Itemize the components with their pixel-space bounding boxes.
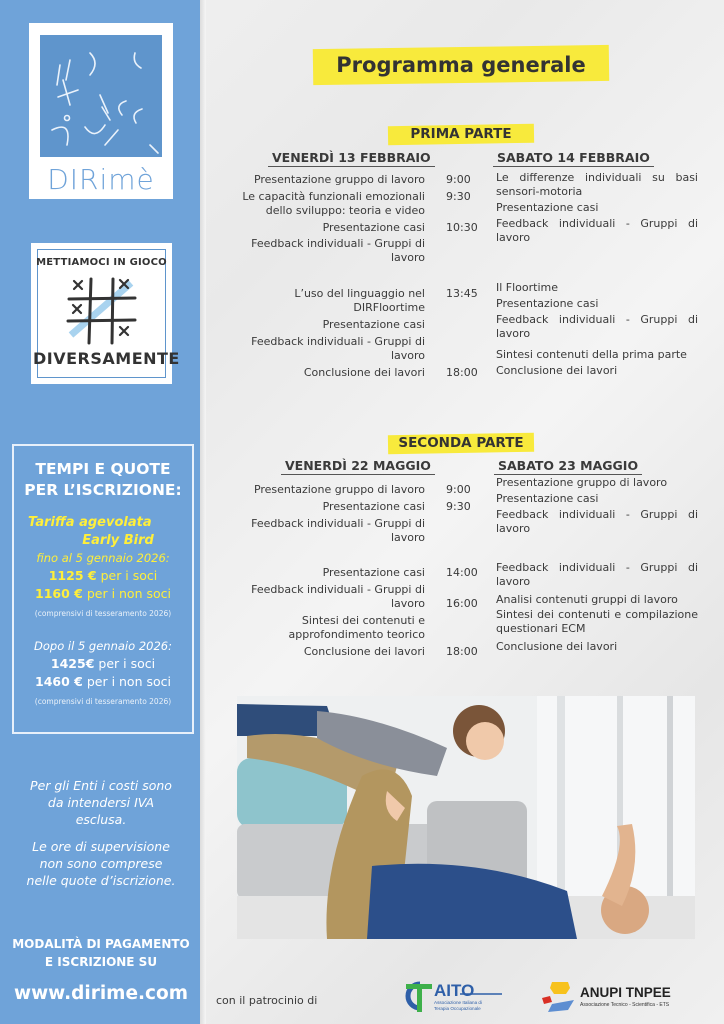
schedule-time: 10:30 (446, 221, 478, 234)
schedule-item: Feedback individuali - Gruppi di lavoro (496, 217, 698, 244)
early-deadline: fino al 5 gennaio 2026: (36, 551, 170, 565)
schedule-item: Presentazione casi (496, 492, 599, 505)
pricing-title (14, 459, 192, 501)
price-label: per i soci (100, 568, 158, 583)
anupi-sub: Associazione Tecnico - Scientifica - ETS (580, 1002, 670, 1008)
price-amount: 1460 € (35, 674, 83, 689)
schedule-item: Presentazione gruppo di lavoro (496, 476, 668, 489)
payment-line1: MODALITÀ DI PAGAMENTO (12, 937, 190, 951)
aito-sub1: Associazione Italiana di (434, 1000, 483, 1005)
schedule-time: 18:00 (446, 366, 478, 379)
note-ore (0, 838, 202, 889)
day-heading-venerdi-22: VENERDÌ 22 MAGGIO (281, 458, 435, 475)
schedule-item: Sintesi dei contenuti e compilazione questionari ECM (496, 608, 698, 635)
schedule-item: Presentazione casi (496, 201, 599, 214)
price-label: per i soci (98, 656, 156, 671)
schedule-item: Feedback individuali - Gruppi di lavoro (251, 335, 425, 362)
mettiamoci-logo (31, 243, 180, 384)
anupi-logo (538, 978, 698, 1014)
day-heading-sabato-23: SABATO 23 MAGGIO (494, 458, 642, 475)
schedule-time: 9:30 (446, 190, 471, 203)
schedule-item: Presentazione casi (322, 318, 425, 331)
schedule-item: Conclusione dei lavori (496, 640, 618, 653)
note-line: Per gli Enti i costi sono (30, 778, 172, 793)
logo-game-bottom-text: DIVERSAMENTE (33, 349, 180, 368)
anupi-name: ANUPI TNPEE (580, 985, 671, 1000)
prima-parte-heading: PRIMA PARTE (410, 126, 512, 142)
anupi-puzzle-icon (538, 978, 698, 1014)
website-link[interactable]: www.dirime.com (14, 983, 188, 1004)
early-bird-label: Early Bird (82, 533, 154, 548)
schedule-time: 14:00 (446, 566, 478, 579)
aito-logo (404, 978, 504, 1014)
price-amount: 1160 € (35, 586, 83, 601)
family-photo (237, 696, 695, 939)
schedule-time: 9:00 (446, 483, 471, 496)
note-line: esclusa. (75, 812, 127, 827)
schedule-item: Conclusione dei lavori (303, 366, 425, 379)
schedule-item: L’uso del linguaggio nel DIRFloortime (294, 287, 425, 314)
early-price-nonsoci (14, 585, 192, 603)
early-price-soci (14, 567, 192, 585)
note-line: non sono comprese (39, 856, 163, 871)
seconda-parte-heading: SECONDA PARTE (398, 435, 524, 451)
schedule-item: Feedback individuali - Gruppi di lavoro (496, 313, 698, 340)
note-line: nelle quote d’iscrizione. (26, 873, 176, 888)
note-enti (0, 777, 202, 828)
schedule-time: 18:00 (446, 645, 478, 658)
schedule-item: Analisi contenuti gruppi di lavoro (496, 593, 678, 606)
dirime-logo (29, 23, 173, 199)
price-label: per i non soci (86, 586, 171, 601)
pricing-title-line2: PER L’ISCRIZIONE: (24, 481, 182, 499)
schedule-item: Feedback individuali - Gruppi di lavoro (496, 508, 698, 535)
pricing-title-line1: TEMPI E QUOTE (35, 460, 171, 478)
schedule-item: Sintesi contenuti della prima parte (496, 348, 687, 361)
schedule-item: Feedback individuali - Gruppi di lavoro (251, 517, 425, 544)
pricing-note: (comprensivi di tesseramento 2026) (34, 609, 172, 618)
late-price-nonsoci (14, 673, 192, 691)
payment-heading (0, 935, 202, 971)
pricing-note: (comprensivi di tesseramento 2026) (34, 697, 172, 706)
schedule-item: Le differenze individuali su basi sensori-motoria (496, 171, 698, 198)
schedule-time: 9:30 (446, 500, 471, 513)
day-heading-venerdi-13: VENERDÌ 13 FEBBRAIO (268, 150, 435, 167)
page-title: Programma generale (336, 53, 586, 77)
tic-tac-toe-icon (65, 275, 141, 347)
aito-mark-icon (404, 978, 504, 1014)
payment-line2: E ISCRIZIONE SU (44, 955, 158, 969)
dirime-wordmark: DIRimè (47, 163, 155, 196)
aito-name: AITO (434, 981, 475, 1000)
schedule-item: Conclusione dei lavori (496, 364, 618, 377)
schedule-item: Feedback individuali - Gruppi di lavoro (251, 237, 425, 264)
price-amount: 1425€ (50, 656, 95, 671)
schedule-time: 13:45 (446, 287, 478, 300)
schedule-item: Sintesi dei contenuti e approfondimento teorico (288, 614, 425, 641)
schedule-item: Feedback individuali - Gruppi di lavoro (496, 561, 698, 588)
late-deadline: Dopo il 5 gennaio 2026: (34, 639, 172, 653)
father-child-illustration (237, 696, 695, 939)
schedule-item: Feedback individuali - Gruppi di lavoro (251, 583, 425, 610)
schedule-item: Presentazione casi (496, 297, 599, 310)
schedule-time: 9:00 (446, 173, 471, 186)
patrocinio-label: con il patrocinio di (216, 994, 318, 1007)
note-line: da intendersi IVA (47, 795, 155, 810)
price-label: per i non soci (86, 674, 171, 689)
tariffa-label: Tariffa agevolata (28, 515, 152, 530)
pricing-box (12, 444, 194, 734)
scribble-pattern-icon (40, 35, 162, 157)
schedule-item: Presentazione casi (322, 566, 425, 579)
price-amount: 1125 € (48, 568, 97, 583)
day-heading-sabato-14: SABATO 14 FEBBRAIO (493, 150, 654, 167)
schedule-item: Presentazione casi (322, 221, 425, 234)
schedule-item: Il Floortime (496, 281, 559, 294)
late-price-soci (14, 655, 192, 673)
logo-game-top-text: METTIAMOCI IN GIOCO (36, 257, 167, 268)
schedule-item: Le capacità funzionali emozionali dello sviluppo: teoria e video (242, 190, 425, 217)
schedule-item: Conclusione dei lavori (303, 645, 425, 658)
dirime-logo-pattern (40, 35, 162, 157)
schedule-item: Presentazione gruppo di lavoro (253, 483, 425, 496)
schedule-item: Presentazione gruppo di lavoro (253, 173, 425, 186)
aito-sub2: Terapia Occupazionale (434, 1006, 481, 1011)
note-line: Le ore di supervisione (32, 839, 170, 854)
schedule-time: 16:00 (446, 597, 478, 610)
schedule-item: Presentazione casi (322, 500, 425, 513)
